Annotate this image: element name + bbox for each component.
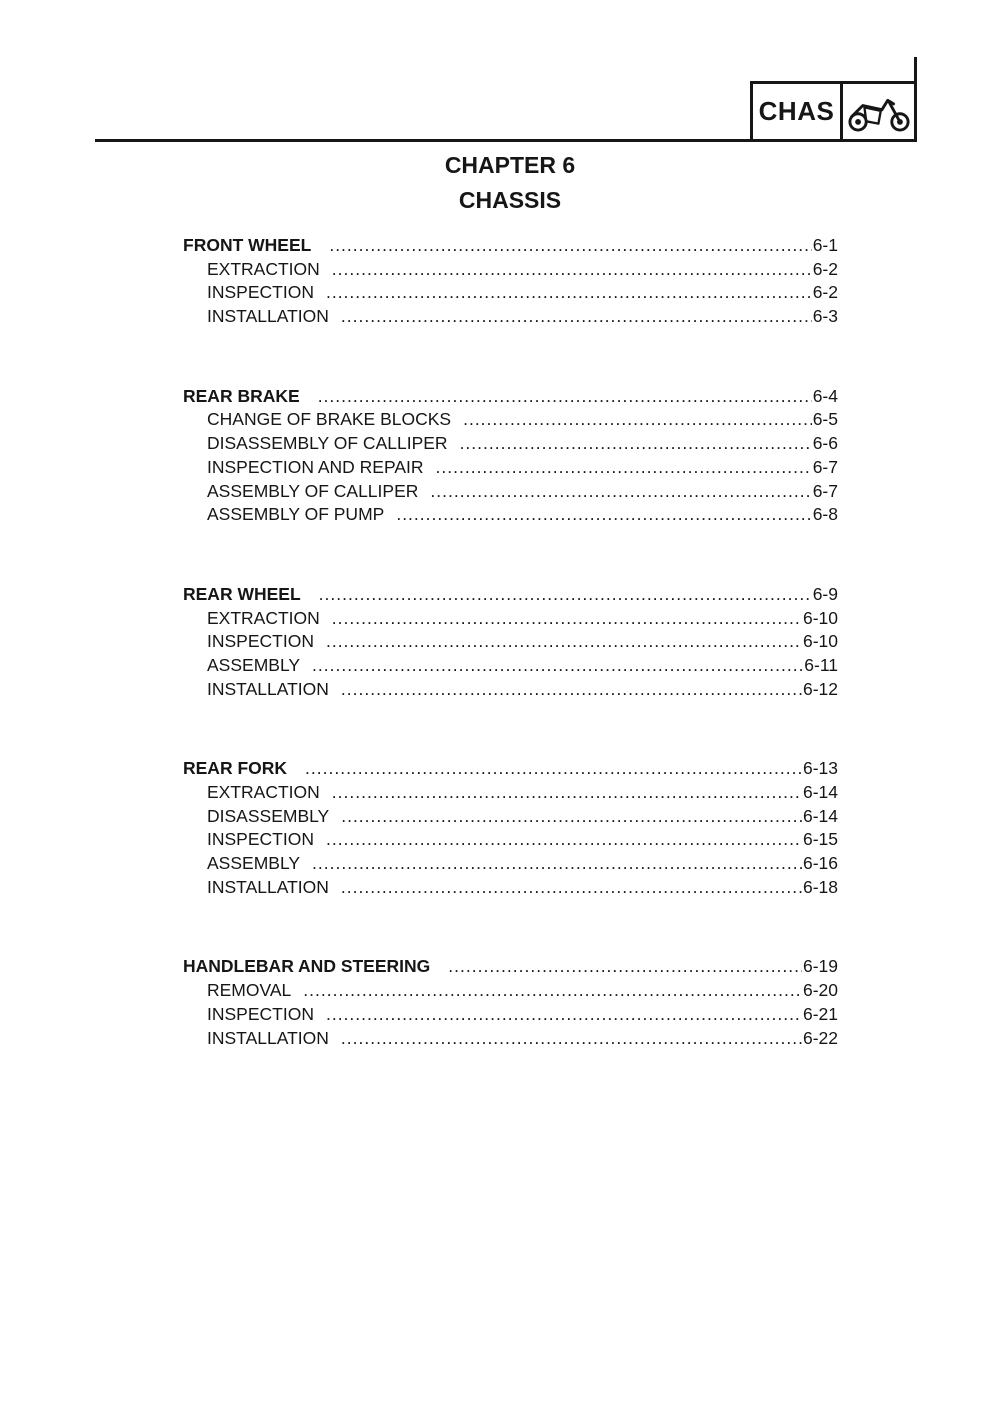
- leader-dots: [341, 678, 802, 702]
- page-number: 6-3: [812, 306, 838, 327]
- page-number: 6-19: [802, 956, 838, 977]
- toc-item-label: INSPECTION: [207, 829, 314, 850]
- leader-dots: [448, 955, 802, 979]
- chapter-name: CHASSIS: [458, 187, 562, 213]
- page-number: 6-7: [812, 480, 838, 501]
- toc-section-rear-brake: [183, 385, 838, 527]
- toc-section-row: [183, 757, 838, 781]
- toc-item-label: INSPECTION: [207, 631, 314, 652]
- leader-dots: [460, 432, 812, 456]
- page-number: 6-16: [802, 853, 838, 874]
- toc-section-title: HANDLEBAR AND STEERING: [183, 956, 431, 977]
- toc-item-row: [183, 408, 838, 432]
- section-tab-label: CHAS: [753, 84, 843, 139]
- leader-dots: [341, 305, 812, 329]
- leader-dots: [396, 503, 811, 527]
- toc-item-label: ASSEMBLY: [207, 853, 301, 874]
- toc-item-label: EXTRACTION: [207, 258, 320, 279]
- toc-item-label: ASSEMBLY OF PUMP: [207, 504, 385, 525]
- page-number: 6-10: [802, 607, 838, 628]
- toc-item-label: DISASSEMBLY: [207, 805, 330, 826]
- toc-item-label: INSTALLATION: [207, 876, 329, 897]
- leader-dots: [326, 281, 812, 305]
- toc-item-row: [183, 503, 838, 527]
- toc-section-row: [183, 234, 838, 258]
- section-tab-box: [750, 81, 917, 142]
- toc-item-row: [183, 852, 838, 876]
- chapter-number: CHAPTER 6: [444, 152, 576, 178]
- toc-section-title: REAR BRAKE: [183, 385, 300, 406]
- page-number: 6-18: [802, 876, 838, 897]
- toc-item-label: EXTRACTION: [207, 607, 320, 628]
- toc-item-label: INSTALLATION: [207, 678, 329, 699]
- toc-item-row: [183, 607, 838, 631]
- page-number: 6-2: [812, 258, 838, 279]
- toc-item-row: [183, 630, 838, 654]
- toc-item-row: [183, 979, 838, 1003]
- toc-item-row: [183, 678, 838, 702]
- page-number: 6-14: [802, 805, 838, 826]
- toc-section-row: [183, 385, 838, 409]
- toc-section-handlebar-steering: [183, 955, 838, 1050]
- toc-item-row: [183, 781, 838, 805]
- leader-dots: [329, 234, 811, 258]
- toc-section-title: REAR WHEEL: [183, 583, 301, 604]
- leader-dots: [312, 654, 803, 678]
- leader-dots: [312, 852, 802, 876]
- toc-item-row: [183, 828, 838, 852]
- leader-dots: [326, 1003, 802, 1027]
- toc-section-row: [183, 955, 838, 979]
- toc-item-row: [183, 1027, 838, 1051]
- toc-item-label: INSPECTION: [207, 282, 314, 303]
- toc-item-label: INSTALLATION: [207, 306, 329, 327]
- toc-item-label: DISASSEMBLY OF CALLIPER: [207, 433, 448, 454]
- page-number: 6-11: [804, 654, 838, 675]
- toc-item-row: [183, 258, 838, 282]
- leader-dots: [332, 258, 812, 282]
- leader-dots: [319, 583, 812, 607]
- toc-item-row: [183, 432, 838, 456]
- toc-item-label: EXTRACTION: [207, 782, 320, 802]
- page-number: 6-8: [812, 504, 838, 525]
- leader-dots: [326, 630, 802, 654]
- toc-section-front-wheel: [183, 234, 838, 329]
- toc-section-row: [183, 583, 838, 607]
- leader-dots: [303, 979, 802, 1003]
- leader-dots: [318, 385, 812, 409]
- toc-section-rear-fork: [183, 757, 838, 899]
- toc-section-title: FRONT WHEEL: [183, 235, 312, 255]
- page-number: 6-4: [812, 385, 838, 406]
- page-number: 6-9: [812, 583, 838, 604]
- leader-dots: [341, 1027, 802, 1051]
- page-number: 6-7: [812, 456, 838, 477]
- toc-item-label: REMOVAL: [207, 980, 292, 1001]
- leader-dots: [430, 480, 811, 504]
- toc-item-label: ASSEMBLY: [207, 654, 301, 675]
- toc-item-row: [183, 456, 838, 480]
- toc-item-label: CHANGE OF BRAKE BLOCKS: [207, 409, 452, 430]
- table-of-contents: [183, 234, 838, 1050]
- page-number: 6-2: [812, 282, 838, 303]
- leader-dots: [326, 828, 802, 852]
- toc-item-label: INSTALLATION: [207, 1027, 329, 1048]
- page-number: 6-22: [802, 1027, 838, 1048]
- page-number: 6-21: [802, 1003, 838, 1024]
- toc-item-row: [183, 480, 838, 504]
- toc-section-rear-wheel: [183, 583, 838, 701]
- motorcycle-icon: [843, 84, 914, 139]
- page-number: 6-14: [802, 782, 838, 802]
- toc-section-title: REAR FORK: [183, 758, 288, 779]
- leader-dots: [332, 781, 802, 805]
- toc-item-row: [183, 281, 838, 305]
- leader-dots: [436, 456, 812, 480]
- toc-item-row: [183, 305, 838, 329]
- page-number: 6-12: [802, 678, 838, 699]
- toc-item-row: [183, 654, 838, 678]
- toc-item-label: ASSEMBLY OF CALLIPER: [207, 480, 419, 501]
- toc-item-label: INSPECTION AND REPAIR: [207, 456, 424, 477]
- header-rule: [95, 139, 750, 142]
- page-number: 6-20: [802, 980, 838, 1001]
- page-number: 6-1: [812, 235, 838, 255]
- page-number: 6-6: [812, 433, 838, 454]
- toc-item-row: [183, 1003, 838, 1027]
- leader-dots: [341, 876, 802, 900]
- page-corner-tick: [914, 57, 917, 83]
- leader-dots: [305, 757, 802, 781]
- toc-item-label: INSPECTION: [207, 1003, 314, 1024]
- toc-item-row: [183, 805, 838, 829]
- page-number: 6-15: [802, 829, 838, 850]
- page-number: 6-10: [802, 631, 838, 652]
- chapter-title-block: [10, 148, 1000, 218]
- page-number: 6-5: [812, 409, 838, 430]
- leader-dots: [463, 408, 812, 432]
- leader-dots: [341, 805, 802, 829]
- page-number: 6-13: [802, 758, 838, 779]
- leader-dots: [332, 607, 802, 631]
- toc-item-row: [183, 876, 838, 900]
